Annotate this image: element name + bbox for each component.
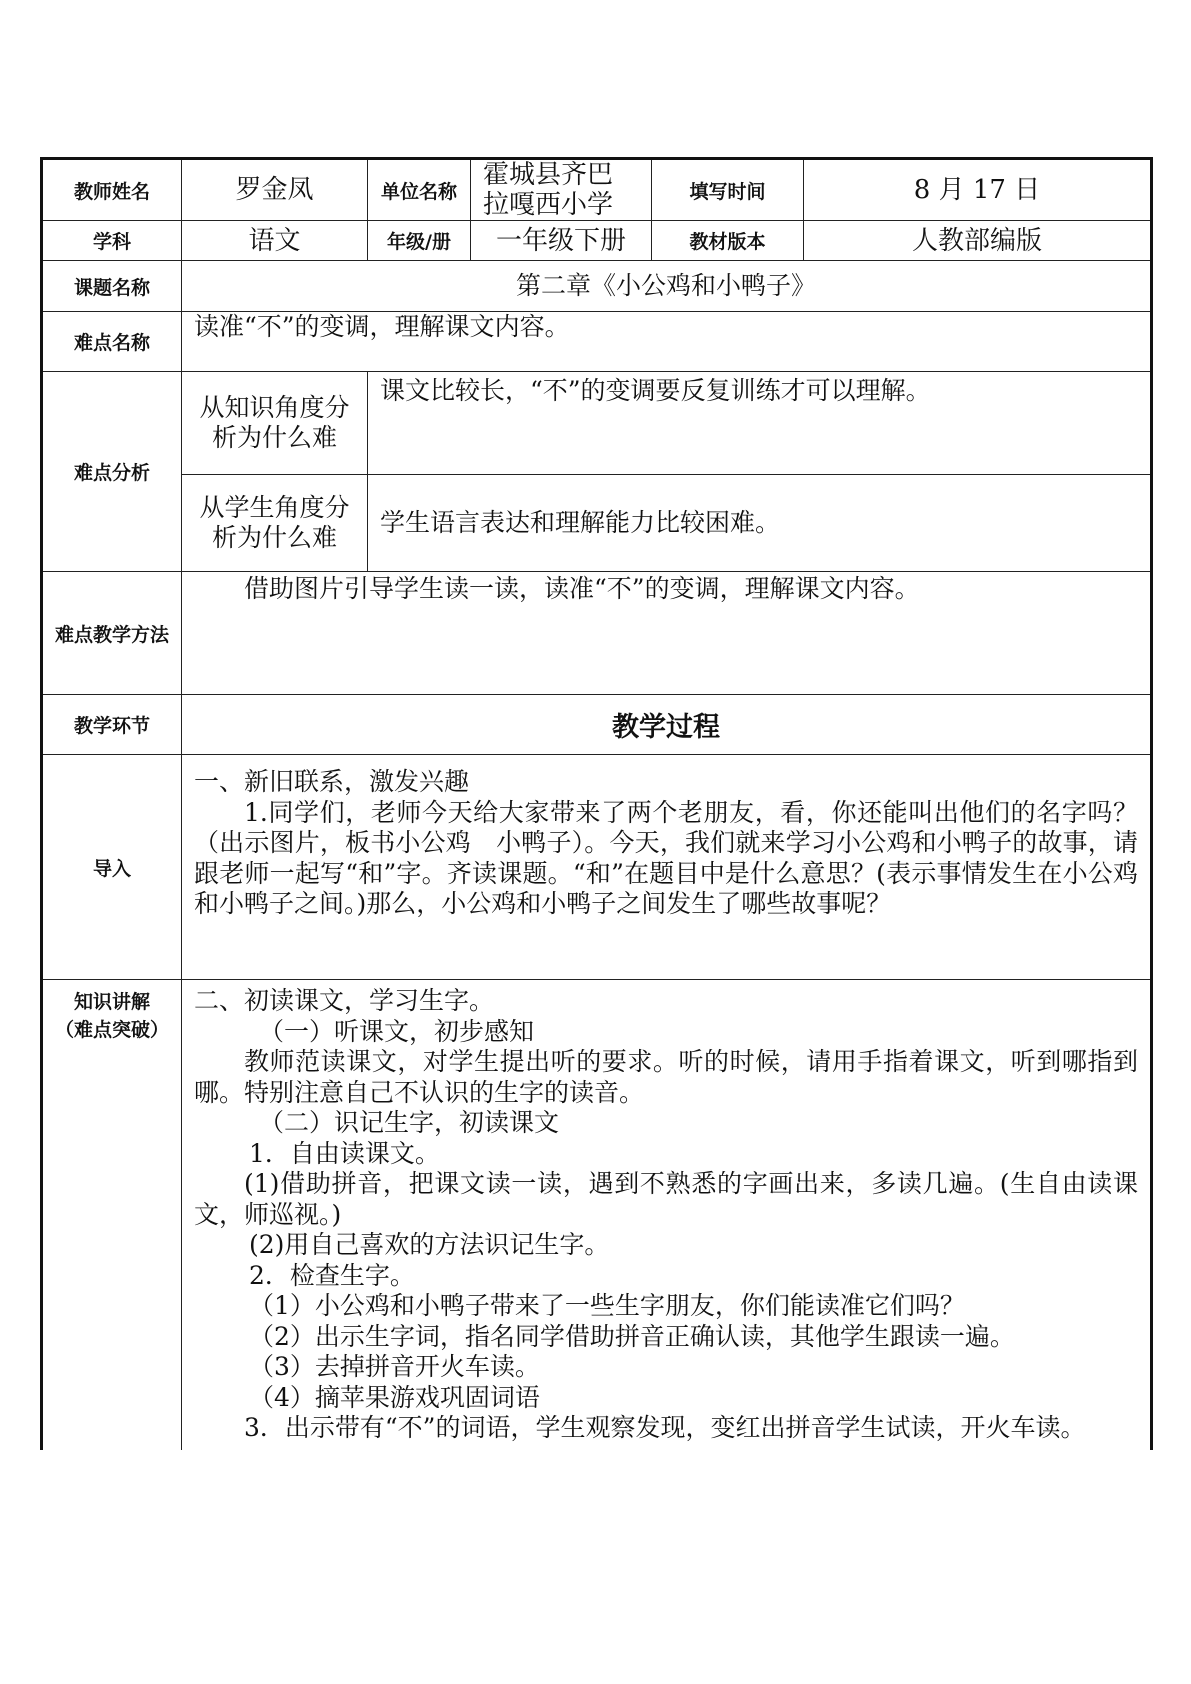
knowledge-label bbox=[42, 980, 182, 1450]
process-header-row bbox=[42, 695, 1152, 755]
student-angle-value: 学生语言表达和理解能力比较困难。 bbox=[368, 475, 1152, 572]
knowledge-row bbox=[42, 980, 1152, 1450]
knowledge-angle-value: 课文比较长，“不”的变调要反复训练才可以理解。 bbox=[368, 372, 1152, 475]
intro-label: 导入 bbox=[42, 755, 182, 980]
method-label: 难点教学方法 bbox=[42, 572, 182, 695]
teacher-label: 教师姓名 bbox=[42, 159, 182, 221]
unit-value: 霍城县齐巴拉嘎西小学 bbox=[471, 159, 652, 221]
intro-row bbox=[42, 755, 1152, 980]
header-row-2 bbox=[42, 221, 1152, 261]
knowledge-label-line1: 知识讲解 bbox=[73, 991, 150, 1013]
knowledge-content bbox=[182, 980, 1152, 1450]
knowledge-line: (1)借助拼音，把课文读一读，遇到不熟悉的字画出来，多读几遍。(生自由读课文，师巡视。) bbox=[194, 1169, 1138, 1229]
intro-body: 1.同学们，老师今天给大家带来了两个老朋友，看，你还能叫出他们的名字吗？（出示图片，板书小公鸡 小鸭子）。今天，我们就来学习小公鸡和小鸭子的故事，请跟老师一起写“和”字。齐读课题。“和”在题目中是什么意思？(表示事情发生在小公鸡和小鸭子之间。)那么，小公鸡和小鸭子之间发生了哪些故事呢？ bbox=[194, 797, 1138, 918]
knowledge-angle-label: 从知识角度分析为什么难 bbox=[182, 372, 368, 475]
date-label: 填写时间 bbox=[652, 159, 804, 221]
knowledge-line: 教师范读课文，对学生提出听的要求。听的时候，请用手指着课文，听到哪指到哪。特别注意自己不认识的生字的读音。 bbox=[194, 1047, 1138, 1107]
difficulty-value: 读准“不”的变调，理解课文内容。 bbox=[182, 312, 1152, 372]
knowledge-line: （一）听课文，初步感知 bbox=[259, 1016, 535, 1046]
knowledge-line: 3．出示带有“不”的词语，学生观察发现，变红出拼音学生试读，开火车读。 bbox=[244, 1413, 1086, 1442]
student-angle-label: 从学生角度分析为什么难 bbox=[182, 475, 368, 572]
edition-value: 人教部编版 bbox=[804, 221, 1152, 261]
knowledge-line: （3）去掉拼音开火车读。 bbox=[249, 1352, 540, 1381]
process-stage-label: 教学环节 bbox=[42, 695, 182, 755]
lesson-plan-table bbox=[40, 157, 1153, 1450]
analysis-row-knowledge bbox=[42, 372, 1152, 475]
knowledge-line: 1．自由读课文。 bbox=[249, 1138, 440, 1168]
knowledge-line: （2）出示生字词，指名同学借助拼音正确认读，其他学生跟读一遍。 bbox=[249, 1321, 1015, 1351]
knowledge-line: （4）摘苹果游戏巩固词语 bbox=[249, 1382, 540, 1412]
difficulty-label: 难点名称 bbox=[42, 312, 182, 372]
knowledge-line: （二）识记生字，初读课文 bbox=[259, 1108, 560, 1137]
knowledge-label-line2: （难点突破） bbox=[54, 1019, 169, 1041]
subject-label: 学科 bbox=[42, 221, 182, 261]
difficulty-row bbox=[42, 312, 1152, 372]
lesson-plan-sheet bbox=[40, 157, 1150, 1450]
topic-label: 课题名称 bbox=[42, 261, 182, 312]
edition-label: 教材版本 bbox=[652, 221, 804, 261]
subject-value: 语文 bbox=[182, 221, 368, 261]
method-value: 借助图片引导学生读一读，读准“不”的变调，理解课文内容。 bbox=[182, 572, 1152, 695]
knowledge-line: (2)用自己喜欢的方法识记生字。 bbox=[249, 1230, 610, 1259]
topic-value: 第二章《小公鸡和小鸭子》 bbox=[182, 261, 1152, 312]
grade-label: 年级/册 bbox=[368, 221, 471, 261]
process-title: 教学过程 bbox=[182, 695, 1152, 755]
grade-value: 一年级下册 bbox=[471, 221, 652, 261]
knowledge-line: 2．检查生字。 bbox=[249, 1260, 415, 1290]
analysis-row-student bbox=[42, 475, 1152, 572]
unit-label: 单位名称 bbox=[368, 159, 471, 221]
intro-content bbox=[182, 755, 1152, 980]
intro-title: 一、新旧联系，激发兴趣 bbox=[194, 767, 470, 796]
analysis-label: 难点分析 bbox=[42, 372, 182, 572]
date-value: 8 月 17 日 bbox=[804, 159, 1152, 221]
teacher-value: 罗金凤 bbox=[182, 159, 368, 221]
header-row-1 bbox=[42, 159, 1152, 221]
knowledge-line: 二、初读课文，学习生字。 bbox=[194, 986, 495, 1015]
knowledge-line: （1）小公鸡和小鸭子带来了一些生字朋友，你们能读准它们吗？ bbox=[249, 1291, 965, 1320]
topic-row bbox=[42, 261, 1152, 312]
method-row bbox=[42, 572, 1152, 695]
